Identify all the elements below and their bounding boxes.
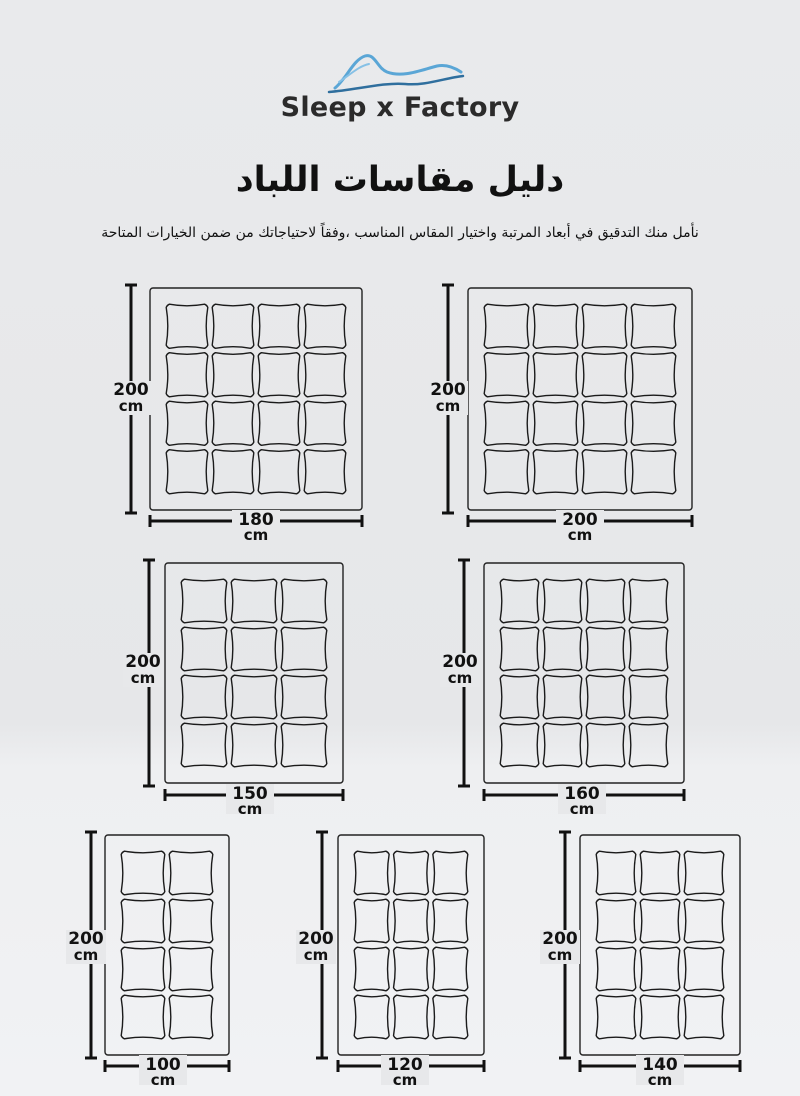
quilt-cell xyxy=(121,947,165,991)
height-value-label: 200 xyxy=(430,380,466,400)
quilt-cell xyxy=(629,579,668,623)
quilt-cell xyxy=(586,675,625,719)
width-value-label: 150 xyxy=(232,784,268,804)
quilt-cell xyxy=(258,401,300,445)
quilt-grid xyxy=(166,304,346,494)
brand-name: Sleep x Factory xyxy=(280,92,520,123)
quilt-cell xyxy=(533,401,578,445)
quilt-cell xyxy=(684,851,724,895)
pad-outline xyxy=(105,835,229,1055)
quilt-cell xyxy=(121,899,165,943)
size-diagram-180x200 xyxy=(111,285,362,544)
quilt-grid xyxy=(354,851,468,1039)
height-value-label: 200 xyxy=(113,380,149,400)
quilt-cell xyxy=(533,353,578,397)
quilt-cell xyxy=(500,579,539,623)
height-unit-label: cm xyxy=(118,397,144,415)
quilt-cell xyxy=(484,353,529,397)
quilt-cell xyxy=(231,723,277,767)
quilt-cell xyxy=(433,851,468,895)
quilt-cell xyxy=(354,995,389,1039)
size-diagram-100x200 xyxy=(66,832,229,1089)
quilt-cell xyxy=(212,353,254,397)
quilt-cell xyxy=(166,450,208,494)
quilt-cell xyxy=(231,675,277,719)
quilt-cell xyxy=(281,723,327,767)
quilt-cell xyxy=(640,851,680,895)
pad-outline xyxy=(150,288,362,510)
quilt-cell xyxy=(631,353,676,397)
quilt-cell xyxy=(304,353,346,397)
pad-outline xyxy=(338,835,484,1055)
height-unit-label: cm xyxy=(547,946,573,964)
quilt-cell xyxy=(484,450,529,494)
quilt-cell xyxy=(181,627,227,671)
quilt-cell xyxy=(500,723,539,767)
quilt-cell xyxy=(640,995,680,1039)
quilt-cell xyxy=(596,947,636,991)
quilt-cell xyxy=(500,627,539,671)
quilt-cell xyxy=(166,304,208,348)
quilt-cell xyxy=(543,675,582,719)
width-unit-label: cm xyxy=(392,1071,418,1089)
quilt-cell xyxy=(354,899,389,943)
width-unit-label: cm xyxy=(567,526,593,544)
quilt-cell xyxy=(169,947,213,991)
quilt-cell xyxy=(258,450,300,494)
quilt-cell xyxy=(304,450,346,494)
quilt-cell xyxy=(684,995,724,1039)
quilt-cell xyxy=(596,851,636,895)
quilt-cell xyxy=(212,401,254,445)
quilt-cell xyxy=(354,851,389,895)
quilt-cell xyxy=(169,851,213,895)
quilt-cell xyxy=(212,304,254,348)
quilt-cell xyxy=(582,304,627,348)
quilt-cell xyxy=(484,304,529,348)
height-value-label: 200 xyxy=(125,652,161,672)
height-unit-label: cm xyxy=(130,669,156,687)
quilt-cell xyxy=(582,450,627,494)
quilt-cell xyxy=(631,401,676,445)
width-unit-label: cm xyxy=(243,526,269,544)
pad-outline xyxy=(165,563,343,783)
width-value-label: 180 xyxy=(238,510,274,530)
size-diagram-120x200 xyxy=(296,832,484,1089)
quilt-cell xyxy=(586,723,625,767)
quilt-cell xyxy=(121,995,165,1039)
quilt-cell xyxy=(181,579,227,623)
quilt-cell xyxy=(629,675,668,719)
quilt-grid xyxy=(181,579,327,767)
quilt-cell xyxy=(629,627,668,671)
quilt-cell xyxy=(484,401,529,445)
size-diagram-140x200 xyxy=(540,832,740,1089)
quilt-cell xyxy=(354,947,389,991)
height-value-label: 200 xyxy=(542,929,578,949)
quilt-cell xyxy=(169,899,213,943)
quilt-cell xyxy=(582,401,627,445)
quilt-cell xyxy=(433,995,468,1039)
width-unit-label: cm xyxy=(569,800,595,818)
quilt-cell xyxy=(258,353,300,397)
width-value-label: 200 xyxy=(562,510,598,530)
quilt-cell xyxy=(631,450,676,494)
size-diagram-150x200 xyxy=(123,560,343,818)
quilt-cell xyxy=(121,851,165,895)
quilt-cell xyxy=(169,995,213,1039)
quilt-cell xyxy=(500,675,539,719)
height-unit-label: cm xyxy=(73,946,99,964)
quilt-cell xyxy=(533,304,578,348)
quilt-cell xyxy=(582,353,627,397)
quilt-cell xyxy=(281,579,327,623)
height-unit-label: cm xyxy=(447,669,473,687)
quilt-cell xyxy=(231,627,277,671)
quilt-cell xyxy=(629,723,668,767)
pad-outline xyxy=(468,288,692,510)
quilt-cell xyxy=(596,995,636,1039)
quilt-cell xyxy=(166,401,208,445)
quilt-cell xyxy=(433,947,468,991)
width-value-label: 140 xyxy=(642,1055,678,1075)
quilt-cell xyxy=(640,899,680,943)
size-diagram-200x200 xyxy=(428,285,692,544)
quilt-grid xyxy=(121,851,213,1039)
quilt-grid xyxy=(500,579,668,767)
page-subtitle: نأمل منك التدقيق في أبعاد المرتبة واختيار المقاس المناسب ،وفقاً لاحتياجاتك من ضمن الخيارات المتاحة xyxy=(101,225,699,241)
quilt-cell xyxy=(543,627,582,671)
height-value-label: 200 xyxy=(298,929,334,949)
quilt-cell xyxy=(212,450,254,494)
quilt-cell xyxy=(631,304,676,348)
quilt-cell xyxy=(640,947,680,991)
quilt-cell xyxy=(684,947,724,991)
quilt-cell xyxy=(684,899,724,943)
quilt-cell xyxy=(258,304,300,348)
quilt-cell xyxy=(543,579,582,623)
width-value-label: 120 xyxy=(387,1055,423,1075)
page-title: دليل مقاسات اللباد xyxy=(235,160,565,200)
width-value-label: 160 xyxy=(564,784,600,804)
quilt-cell xyxy=(433,899,468,943)
quilt-grid xyxy=(596,851,724,1039)
height-unit-label: cm xyxy=(435,397,461,415)
quilt-cell xyxy=(231,579,277,623)
pad-outline xyxy=(484,563,684,783)
height-unit-label: cm xyxy=(303,946,329,964)
width-unit-label: cm xyxy=(150,1071,176,1089)
quilt-cell xyxy=(281,627,327,671)
quilt-cell xyxy=(596,899,636,943)
width-unit-label: cm xyxy=(237,800,263,818)
quilt-cell xyxy=(304,304,346,348)
quilt-cell xyxy=(533,450,578,494)
height-value-label: 200 xyxy=(442,652,478,672)
quilt-cell xyxy=(394,947,429,991)
quilt-cell xyxy=(181,723,227,767)
pad-outline xyxy=(580,835,740,1055)
quilt-cell xyxy=(304,401,346,445)
quilt-cell xyxy=(543,723,582,767)
quilt-cell xyxy=(394,851,429,895)
quilt-cell xyxy=(281,675,327,719)
quilt-cell xyxy=(166,353,208,397)
quilt-cell xyxy=(394,899,429,943)
width-value-label: 100 xyxy=(145,1055,181,1075)
quilt-cell xyxy=(586,627,625,671)
quilt-grid xyxy=(484,304,676,494)
size-diagram-160x200 xyxy=(440,560,684,818)
quilt-cell xyxy=(181,675,227,719)
quilt-cell xyxy=(586,579,625,623)
quilt-cell xyxy=(394,995,429,1039)
height-value-label: 200 xyxy=(68,929,104,949)
width-unit-label: cm xyxy=(647,1071,673,1089)
